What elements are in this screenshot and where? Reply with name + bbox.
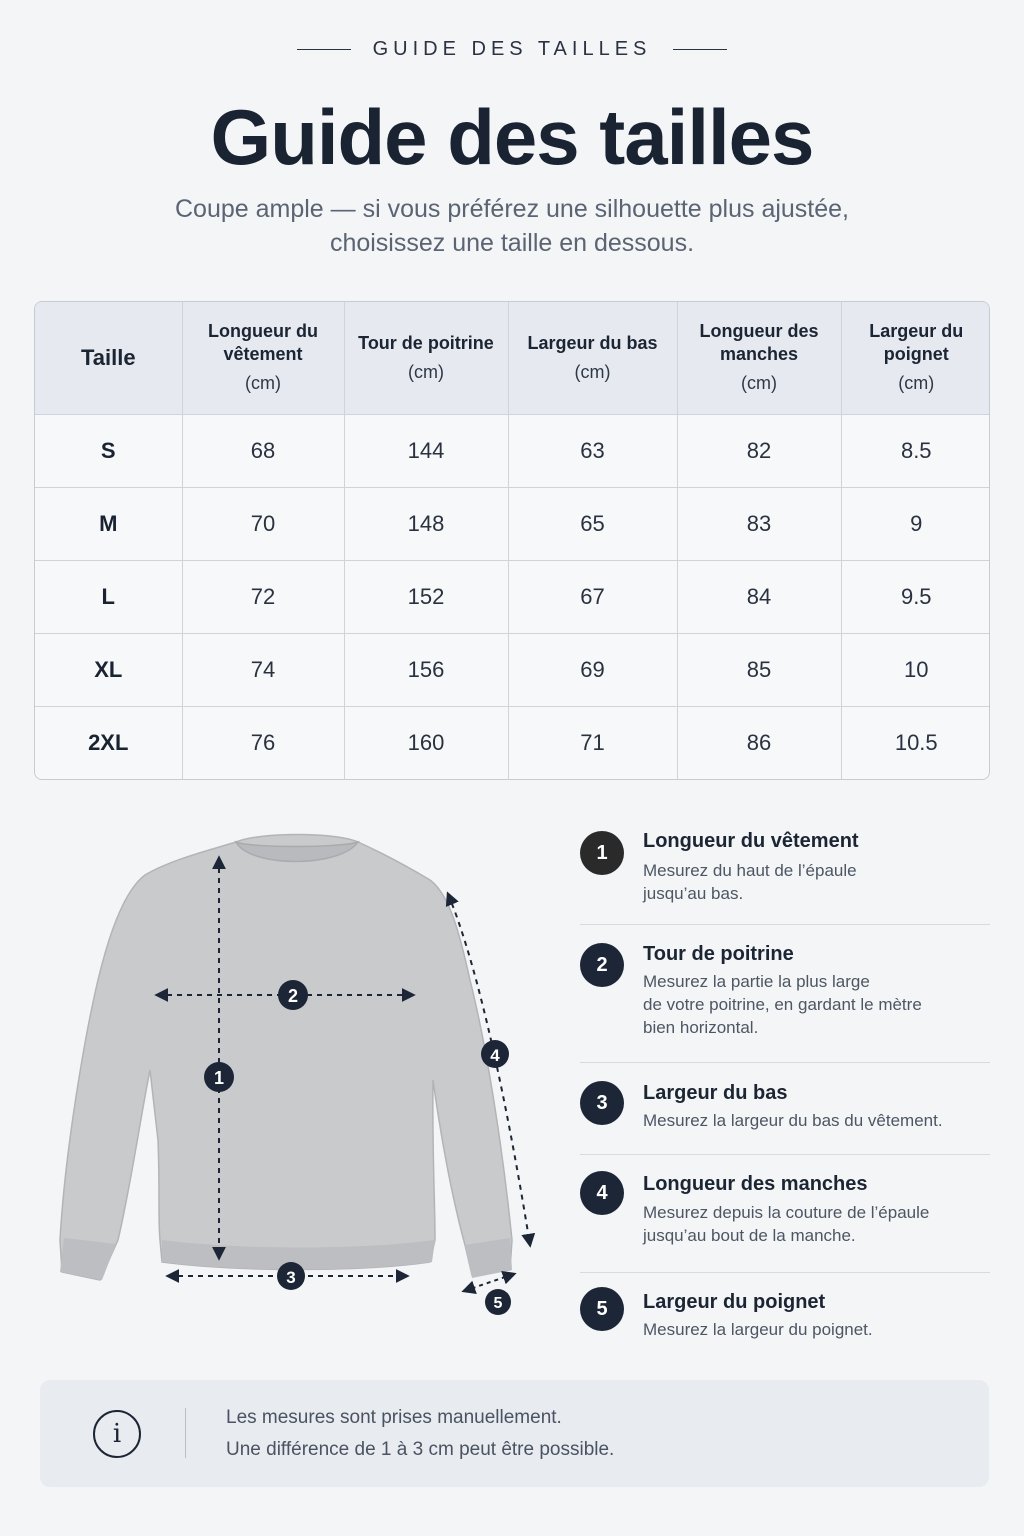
svg-text:4: 4 <box>490 1046 500 1065</box>
table-row <box>35 487 990 560</box>
table-cell: 2XL <box>35 706 182 779</box>
table-cell: 70 <box>182 487 344 560</box>
column-header-taille: Taille <box>35 302 182 414</box>
legend-item <box>580 1155 990 1273</box>
table-cell: 68 <box>182 414 344 487</box>
note-text <box>226 1402 614 1466</box>
legend-description: Mesurez depuis la couture de l’épaule jusqu’au bout de la manche. <box>643 1203 930 1245</box>
eyebrow-rule-right <box>673 49 727 50</box>
eyebrow <box>0 38 1024 61</box>
table-cell: XL <box>35 633 182 706</box>
table-cell: 10 <box>841 633 990 706</box>
column-header-longueur-manches: Longueur des manches (cm) <box>677 302 841 414</box>
table-cell: 148 <box>344 487 508 560</box>
note-divider <box>185 1408 186 1458</box>
legend-description: Mesurez la largeur du bas du vêtement. <box>643 1111 943 1130</box>
sweatshirt-illustration <box>40 820 560 1330</box>
legend-description: Mesurez la largeur du poignet. <box>643 1320 873 1339</box>
table-row <box>35 560 990 633</box>
table-cell: 152 <box>344 560 508 633</box>
column-header-tour-poitrine: Tour de poitrine (cm) <box>344 302 508 414</box>
table-cell: 65 <box>508 487 677 560</box>
svg-text:3: 3 <box>286 1268 296 1287</box>
table-cell: 83 <box>677 487 841 560</box>
svg-text:2: 2 <box>287 986 299 1006</box>
note-line-1: Les mesures sont prises manuellement. <box>226 1407 562 1428</box>
measure-line-cuff <box>464 1274 514 1291</box>
table-cell: 63 <box>508 414 677 487</box>
table-cell: M <box>35 487 182 560</box>
table-cell: 9 <box>841 487 990 560</box>
legend-title: Longueur du vêtement <box>643 830 859 852</box>
legend-title: Tour de poitrine <box>643 943 794 965</box>
legend-title: Largeur du bas <box>643 1082 788 1104</box>
eyebrow-rule-left <box>297 49 351 50</box>
legend-number-badge: 2 <box>580 943 624 987</box>
column-header-largeur-bas: Largeur du bas (cm) <box>508 302 677 414</box>
table-cell: 74 <box>182 633 344 706</box>
table-cell: 10.5 <box>894 729 938 755</box>
table-cell: 76 <box>182 706 344 779</box>
table-cell: 71 <box>508 706 677 779</box>
table-header-row <box>35 302 990 414</box>
diagram-marker-1 <box>204 1062 234 1092</box>
legend-description: Mesurez du haut de l’épaule jusqu’au bas. <box>643 861 857 903</box>
table-row <box>35 706 990 779</box>
legend-title: Longueur des manches <box>643 1173 868 1195</box>
table-cell: 156 <box>344 633 508 706</box>
sweatshirt-body <box>60 835 512 1281</box>
diagram-marker-4 <box>481 1040 509 1068</box>
measurement-legend <box>580 820 990 1353</box>
table-cell: 9.5 <box>841 560 990 633</box>
size-table <box>34 301 990 780</box>
table-cell: 86 <box>677 706 841 779</box>
table-cell: 82 <box>677 414 841 487</box>
legend-description: Mesurez la partie la plus large de votre poitrine, en gardant le mètre bien horizontal. <box>643 972 922 1037</box>
table-cell: 84 <box>677 560 841 633</box>
legend-title: Largeur du poignet <box>643 1291 826 1313</box>
table-cell: 69 <box>508 633 677 706</box>
sweatshirt-cuff-right <box>465 1238 512 1278</box>
column-header-longueur-vetement: Longueur du vêtement (cm) <box>182 302 344 414</box>
diagram-marker-2 <box>278 980 308 1010</box>
svg-text:5: 5 <box>493 1295 503 1312</box>
table-cell: 85 <box>677 633 841 706</box>
legend-item <box>580 820 990 925</box>
table-row <box>35 414 990 487</box>
eyebrow-text: GUIDE DES TAILLES <box>372 38 652 60</box>
legend-number-badge: 3 <box>580 1081 624 1125</box>
note-line-2: Une différence de 1 à 3 cm peut être possible. <box>226 1439 615 1460</box>
info-icon: i <box>93 1410 141 1458</box>
page-subtitle <box>0 192 1024 260</box>
legend-item <box>580 1273 990 1353</box>
measurement-note <box>40 1380 989 1487</box>
legend-number-badge: 1 <box>580 831 624 875</box>
legend-item <box>580 1063 990 1155</box>
table-cell: 144 <box>344 414 508 487</box>
column-header-largeur-poignet: Largeur du poignet (cm) <box>841 302 990 414</box>
table-cell: L <box>35 560 182 633</box>
table-row <box>35 633 990 706</box>
table-cell: 72 <box>182 560 344 633</box>
table-cell: S <box>35 414 182 487</box>
subtitle-line-1: Coupe ample — si vous préférez une silhouette plus ajustée, <box>175 195 849 223</box>
svg-text:1: 1 <box>213 1068 225 1088</box>
page-title: Guide des tailles <box>210 93 814 181</box>
table-cell: 8.5 <box>841 414 990 487</box>
diagram-marker-3 <box>277 1262 305 1290</box>
table-cell: 160 <box>344 706 508 779</box>
table-cell: 67 <box>508 560 677 633</box>
legend-item <box>580 925 990 1063</box>
subtitle-line-2: choisissez une taille en dessous. <box>329 229 695 257</box>
diagram-marker-5 <box>485 1289 511 1315</box>
legend-number-badge: 5 <box>580 1287 624 1331</box>
legend-number-badge: 4 <box>580 1171 624 1215</box>
